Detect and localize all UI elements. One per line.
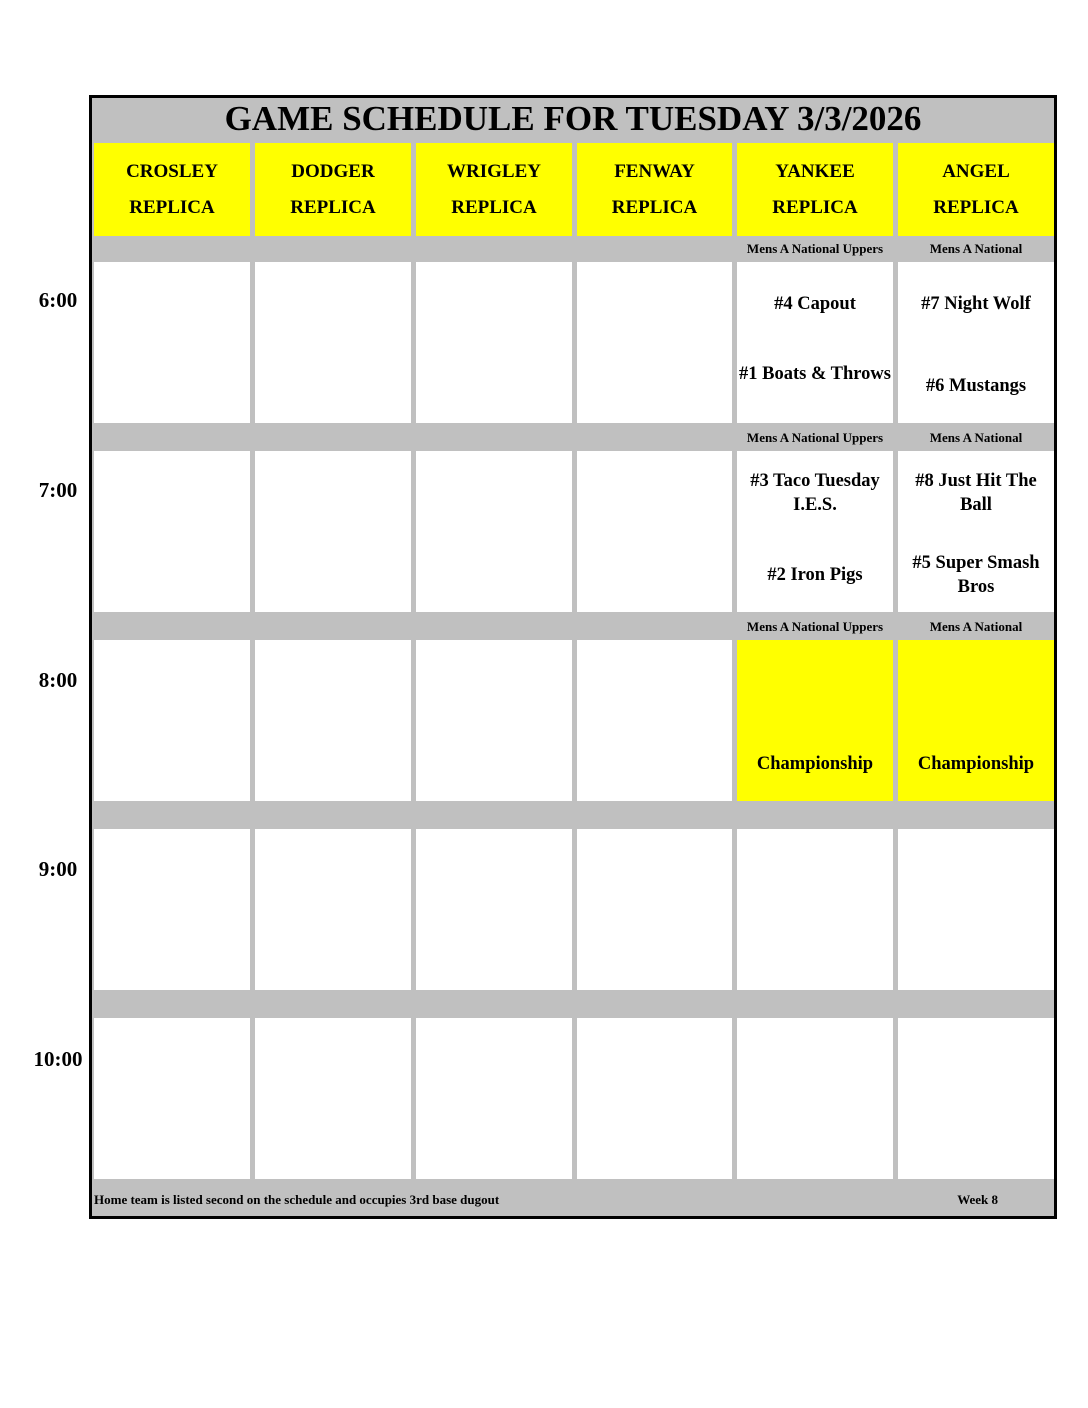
division-label: Mens A National Uppers xyxy=(737,428,893,448)
time-label: 6:00 xyxy=(38,288,78,312)
footer-note: Home team is listed second on the schedule and occupies 3rd base dugout xyxy=(94,1192,500,1207)
field-type: REPLICA xyxy=(772,196,858,218)
division-label xyxy=(94,995,250,1015)
division-label xyxy=(416,428,572,448)
time-label: 7:00 xyxy=(38,478,78,502)
game-cell xyxy=(577,262,732,423)
schedule-table xyxy=(89,95,1057,1219)
game-cell xyxy=(416,829,572,990)
field-type: REPLICA xyxy=(451,196,537,218)
visitor-team: #3 Taco Tuesday I.E.S. xyxy=(750,471,880,515)
field-header-dodger xyxy=(255,143,411,236)
field-type: REPLICA xyxy=(290,196,376,218)
game-cell xyxy=(577,640,732,801)
field-header-wrigley xyxy=(416,143,572,236)
game-cell xyxy=(255,640,411,801)
game-cell xyxy=(94,262,250,423)
division-label: Mens A National xyxy=(898,428,1054,448)
game-cell xyxy=(898,640,1054,801)
field-header-fenway xyxy=(577,143,732,236)
field-type: REPLICA xyxy=(933,196,1019,218)
game-cell xyxy=(577,829,732,990)
field-header-yankee xyxy=(737,143,893,236)
game-cell xyxy=(898,1018,1054,1179)
game-cell xyxy=(94,640,250,801)
visitor-team: #4 Capout xyxy=(774,294,856,314)
game-cell xyxy=(737,829,893,990)
division-label xyxy=(416,617,572,637)
field-name: YANKEE xyxy=(775,160,855,182)
game-cell xyxy=(416,451,572,612)
field-name: FENWAY xyxy=(614,160,695,182)
division-label xyxy=(577,239,732,259)
time-label: 8:00 xyxy=(38,668,78,692)
game-cell xyxy=(898,829,1054,990)
page-title: GAME SCHEDULE FOR TUESDAY 3/3/2026 xyxy=(92,98,1054,140)
game-cell xyxy=(737,640,893,801)
division-label: Mens A National Uppers xyxy=(737,617,893,637)
time-label: 9:00 xyxy=(38,857,78,881)
division-label xyxy=(94,428,250,448)
visitor-team: #7 Night Wolf xyxy=(921,294,1031,314)
game-cell xyxy=(255,829,411,990)
division-label xyxy=(898,995,1054,1015)
field-type: REPLICA xyxy=(129,196,215,218)
division-label xyxy=(737,995,893,1015)
game-cell xyxy=(416,640,572,801)
division-label: Mens A National Uppers xyxy=(737,239,893,259)
game-cell xyxy=(898,262,1054,423)
game-cell xyxy=(737,262,893,423)
division-label xyxy=(416,995,572,1015)
division-label: Mens A National xyxy=(898,239,1054,259)
game-cell xyxy=(94,451,250,612)
home-team: #6 Mustangs xyxy=(925,376,1027,396)
division-label xyxy=(255,995,411,1015)
field-type: REPLICA xyxy=(611,196,698,218)
division-label xyxy=(255,806,411,826)
game-cell xyxy=(898,451,1054,612)
game-cell xyxy=(577,1018,732,1179)
time-label: 10:00 xyxy=(33,1047,83,1071)
game-cell xyxy=(737,451,893,612)
division-label xyxy=(416,806,572,826)
game-cell xyxy=(255,262,411,423)
division-label xyxy=(255,239,411,259)
field-name: DODGER xyxy=(291,160,375,182)
field-name: ANGEL xyxy=(942,160,1010,182)
field-name: CROSLEY xyxy=(126,160,218,182)
championship-label: Championship xyxy=(756,754,874,774)
division-label: Mens A National xyxy=(898,617,1054,637)
home-team: #2 Iron Pigs xyxy=(767,565,863,585)
game-cell xyxy=(255,451,411,612)
footer-bar xyxy=(92,1184,1054,1216)
game-cell xyxy=(416,262,572,423)
game-cell xyxy=(416,1018,572,1179)
championship-label: Championship xyxy=(917,754,1035,774)
game-cell xyxy=(255,1018,411,1179)
division-label xyxy=(737,806,893,826)
division-label xyxy=(94,806,250,826)
division-label xyxy=(898,806,1054,826)
game-cell xyxy=(94,829,250,990)
division-label xyxy=(577,806,732,826)
home-team: #5 Super Smash Bros xyxy=(912,553,1040,597)
division-label xyxy=(577,995,732,1015)
game-cell xyxy=(737,1018,893,1179)
division-label xyxy=(577,428,732,448)
week-label: Week 8 xyxy=(957,1192,998,1207)
division-label xyxy=(416,239,572,259)
visitor-team: #8 Just Hit The Ball xyxy=(915,471,1037,515)
division-label xyxy=(577,617,732,637)
field-name: WRIGLEY xyxy=(447,160,541,182)
home-team: #1 Boats & Throws xyxy=(739,364,891,384)
field-header-crosley xyxy=(94,143,250,236)
division-label xyxy=(94,239,250,259)
game-cell xyxy=(577,451,732,612)
division-label xyxy=(255,617,411,637)
division-label xyxy=(255,428,411,448)
game-cell xyxy=(94,1018,250,1179)
field-header-angel xyxy=(898,143,1054,236)
division-label xyxy=(94,617,250,637)
